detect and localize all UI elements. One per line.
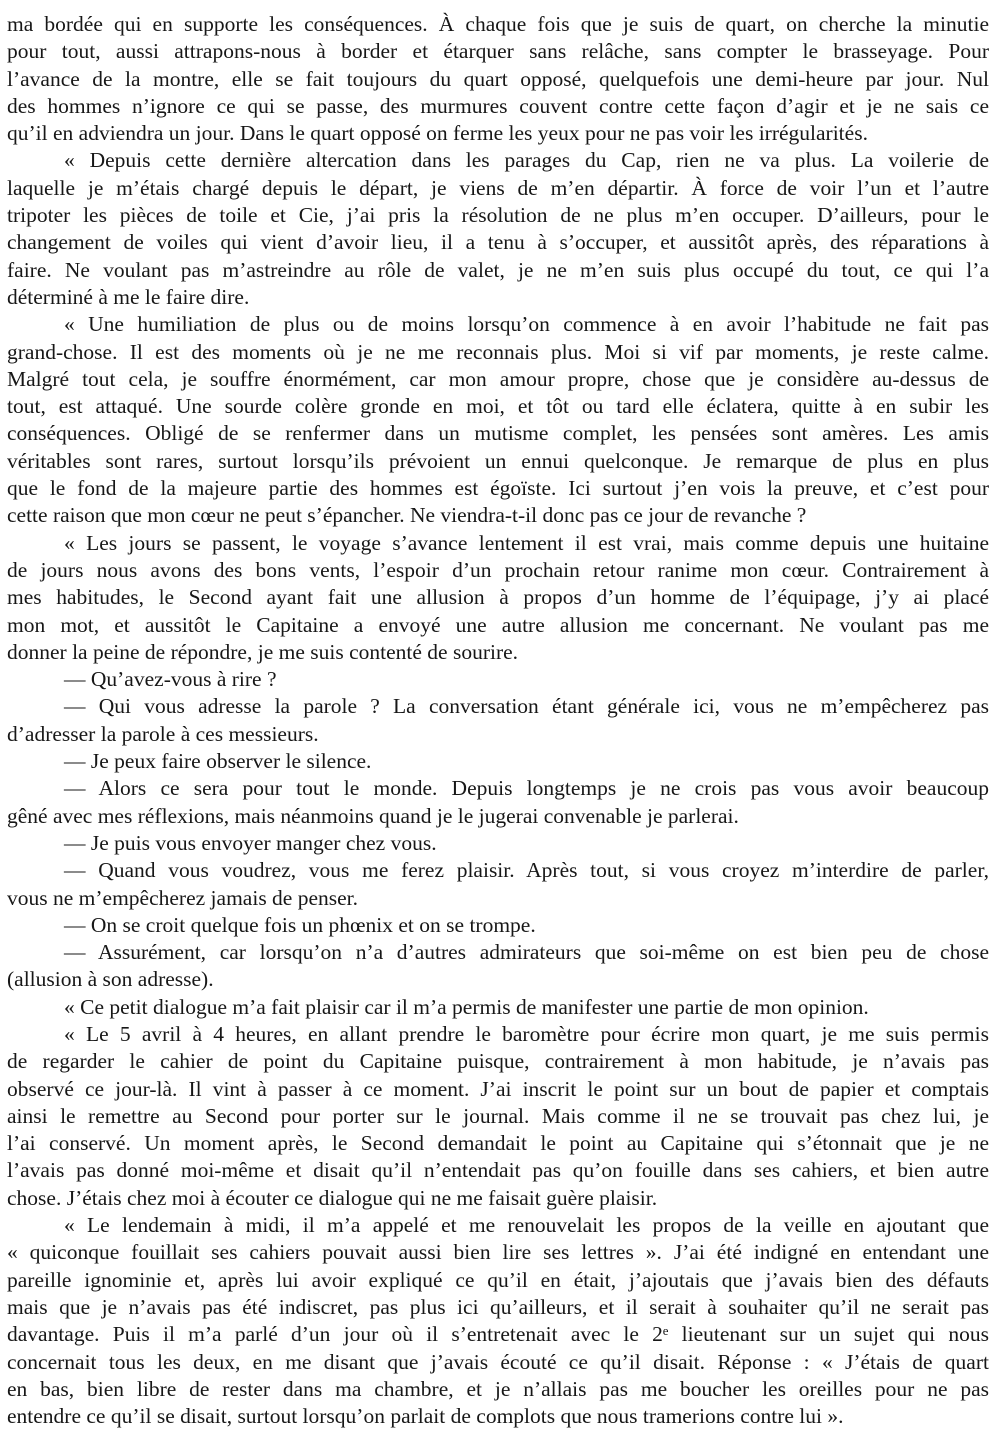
text-line: « Depuis cette dernière altercation dans les parages du Cap, rien ne va plus. La voilerie de: [64, 148, 989, 173]
text-line: pour tout, aussi attrapons-nous à border et étarquer sans relâche, sans compter le brasseyage. Pour: [7, 39, 989, 64]
text-line: gêné avec mes réflexions, mais néanmoins quand je le jugerai convenable je parlerai.: [7, 803, 739, 828]
paragraph: [7, 748, 989, 775]
paragraph: [7, 994, 989, 1021]
paragraph: [7, 912, 989, 939]
text-line: grand-chose. Il est des moments où je ne me reconnais plus. Moi si vif par moments, je reste calme.: [7, 339, 989, 364]
text-block: [7, 11, 989, 1430]
text-line: vous ne m’empêcherez jamais de penser.: [7, 885, 359, 910]
text-line: (allusion à son adresse).: [7, 967, 214, 992]
text-line: — Quand vous voudrez, vous me ferez plaisir. Après tout, si vous croyez m’interdire de parler,: [64, 858, 989, 883]
text-line: ma bordée qui en supporte les conséquences. À chaque fois que je suis de quart, on cherche la minutie: [7, 12, 989, 36]
text-line: « quiconque fouillait ses cahiers pouvait aussi bien lire ses lettres ». J’ai été indigné en entendant une: [7, 1240, 989, 1265]
text-line: — Je peux faire observer le silence.: [64, 749, 372, 774]
text-line: « Une humiliation de plus ou de moins lorsqu’on commence à en avoir l’habitude ne fait pas: [64, 312, 989, 337]
text-line: l’avais pas donné moi-même et disait qu’il n’entendait pas qu’on fouille dans ses cahiers, et bien autre: [7, 1158, 989, 1183]
text-line: qu’il en adviendra un jour. Dans le quart opposé on ferme les yeux pour ne pas voir les irrégularités.: [7, 121, 868, 146]
text-line: des hommes n’ignore ce qui se passe, des murmures couvent contre cette façon d’agir et je ne sais ce: [7, 93, 989, 118]
text-line: « Le 5 avril à 4 heures, en allant prendre le baromètre pour écrire mon quart, je me suis permis: [64, 1021, 989, 1046]
text-line: pareille ignominie et, après lui avoir expliqué ce qu’il en était, j’ajoutais que j’avais bien des défauts: [7, 1267, 989, 1292]
text-line: tripoter les pièces de toile et Cie, j’ai pris la résolution de ne plus m’en occuper. D’ailleurs, pour le: [7, 203, 989, 228]
text-line: conséquences. Obligé de se renfermer dans un mutisme complet, les pensées sont amères. Les amis: [7, 421, 989, 446]
text-line: entendre ce qu’il se disait, surtout lorsqu’on parlait de complots que nous tramerions contre lui ».: [7, 1404, 844, 1429]
text-line: Malgré tout cela, je souffre énormément, car mon amour propre, chose que je considère au-dessus de: [7, 366, 989, 391]
text-line: donner la peine de répondre, je me suis contenté de sourire.: [7, 639, 519, 664]
text-line: que le fond de la majeure partie des hommes est égoïste. Ici surtout j’en vois la preuve, et c’est pour: [7, 476, 989, 501]
paragraph: [7, 857, 989, 912]
text-line: faire. Ne voulant pas m’astreindre au rôle de valet, je ne m’en suis plus occupé du tout, ce qui l’a: [7, 257, 989, 282]
text-line: davantage. Puis il m’a parlé d’un jour où il s’entretenait avec le 2ᵉ lieutenant sur un sujet qui nous: [7, 1322, 989, 1347]
paragraph: [7, 775, 989, 830]
text-line: l’ai conservé. Un moment après, le Second demandait le point au Capitaine qui s’étonnait que je ne: [7, 1131, 989, 1156]
text-line: tout, est attaqué. Une sourde colère gronde en moi, et tôt ou tard elle éclatera, quitte à en subir les: [7, 394, 989, 419]
text-line: de regarder le cahier de point du Capitaine puisque, contrairement à mon habitude, je n’avais pas: [7, 1049, 989, 1074]
paragraph: [7, 693, 989, 748]
paragraph: [7, 1212, 989, 1430]
paragraph: [7, 11, 989, 147]
paragraph: [7, 311, 989, 529]
text-line: en bas, bien libre de rester dans ma chambre, et je n’allais pas me boucher les oreilles pour ne pas: [7, 1376, 989, 1401]
text-line: mais que je n’avais pas été indiscret, pas plus ici qu’ailleurs, et il serait à souhaiter qu’il ne serait pas: [7, 1294, 989, 1319]
text-line: véritables sont rares, surtout lorsqu’ils prévoient un ennui quelconque. Je remarque de plus en plus: [7, 448, 989, 473]
text-line: « Le lendemain à midi, il m’a appelé et me renouvelait les propos de la veille en ajoutant que: [64, 1213, 989, 1238]
text-line: de jours nous avons des bons vents, l’espoir d’un prochain retour ranime mon cœur. Contrairement à: [7, 557, 989, 582]
paragraph: [7, 830, 989, 857]
text-line: — Qu’avez-vous à rire ?: [64, 667, 277, 692]
text-line: — Je puis vous envoyer manger chez vous.: [64, 830, 437, 855]
text-line: d’adresser la parole à ces messieurs.: [7, 721, 319, 746]
text-line: mes habitudes, le Second ayant fait une allusion à propos d’un homme de l’équipage, j’y ai placé: [7, 585, 989, 610]
text-line: — Qui vous adresse la parole ? La conversation étant générale ici, vous ne m’empêcherez pas: [64, 694, 989, 719]
text-line: chose. J’étais chez moi à écouter ce dialogue qui ne me faisait guère plaisir.: [7, 1185, 658, 1210]
text-line: ainsi le remettre au Second pour porter sur le journal. Mais comme il ne se trouvait pas chez lui, je: [7, 1103, 989, 1128]
paragraph: [7, 147, 989, 311]
text-line: changement de voiles qui vient d’avoir lieu, il a tenu à s’occuper, et aussitôt après, des réparations à: [7, 230, 989, 255]
text-line: — Assurément, car lorsqu’on n’a d’autres admirateurs que soi-même on est bien peu de chose: [64, 940, 989, 965]
text-line: — Alors ce sera pour tout le monde. Depuis longtemps je ne crois pas vous avoir beaucoup: [64, 776, 989, 801]
text-line: mon mot, et aussitôt le Capitaine a envoyé une autre allusion me concernant. Ne voulant pas me: [7, 612, 989, 637]
text-line: laquelle je m’étais chargé depuis le départ, je viens de m’en départir. À force de voir l’un et l’autre: [7, 175, 989, 200]
paragraph: [7, 939, 989, 994]
text-line: observé ce jour-là. Il vint à passer à ce moment. J’ai inscrit le point sur un bout de papier et comptais: [7, 1076, 989, 1101]
paragraph: [7, 1021, 989, 1212]
paragraph: [7, 530, 989, 666]
text-line: « Les jours se passent, le voyage s’avance lentement il est vrai, mais comme depuis une huitaine: [64, 530, 989, 555]
paragraph: [7, 666, 989, 693]
text-line: concernait tous les deux, en me disant que j’avais écouté ce qu’il disait. Réponse : « J’étais de quart: [7, 1349, 989, 1374]
text-line: — On se croit quelque fois un phœnix et on se trompe.: [64, 912, 536, 937]
text-line: cette raison que mon cœur ne peut s’épancher. Ne viendra-t-il donc pas ce jour de revanche ?: [7, 503, 807, 528]
text-line: « Ce petit dialogue m’a fait plaisir car il m’a permis de manifester une partie de mon opinion.: [64, 994, 869, 1019]
text-line: l’avance de la montre, elle se fait toujours du quart opposé, quelquefois une demi-heure par jour. Nul: [7, 66, 989, 91]
text-line: déterminé à me le faire dire.: [7, 284, 250, 309]
